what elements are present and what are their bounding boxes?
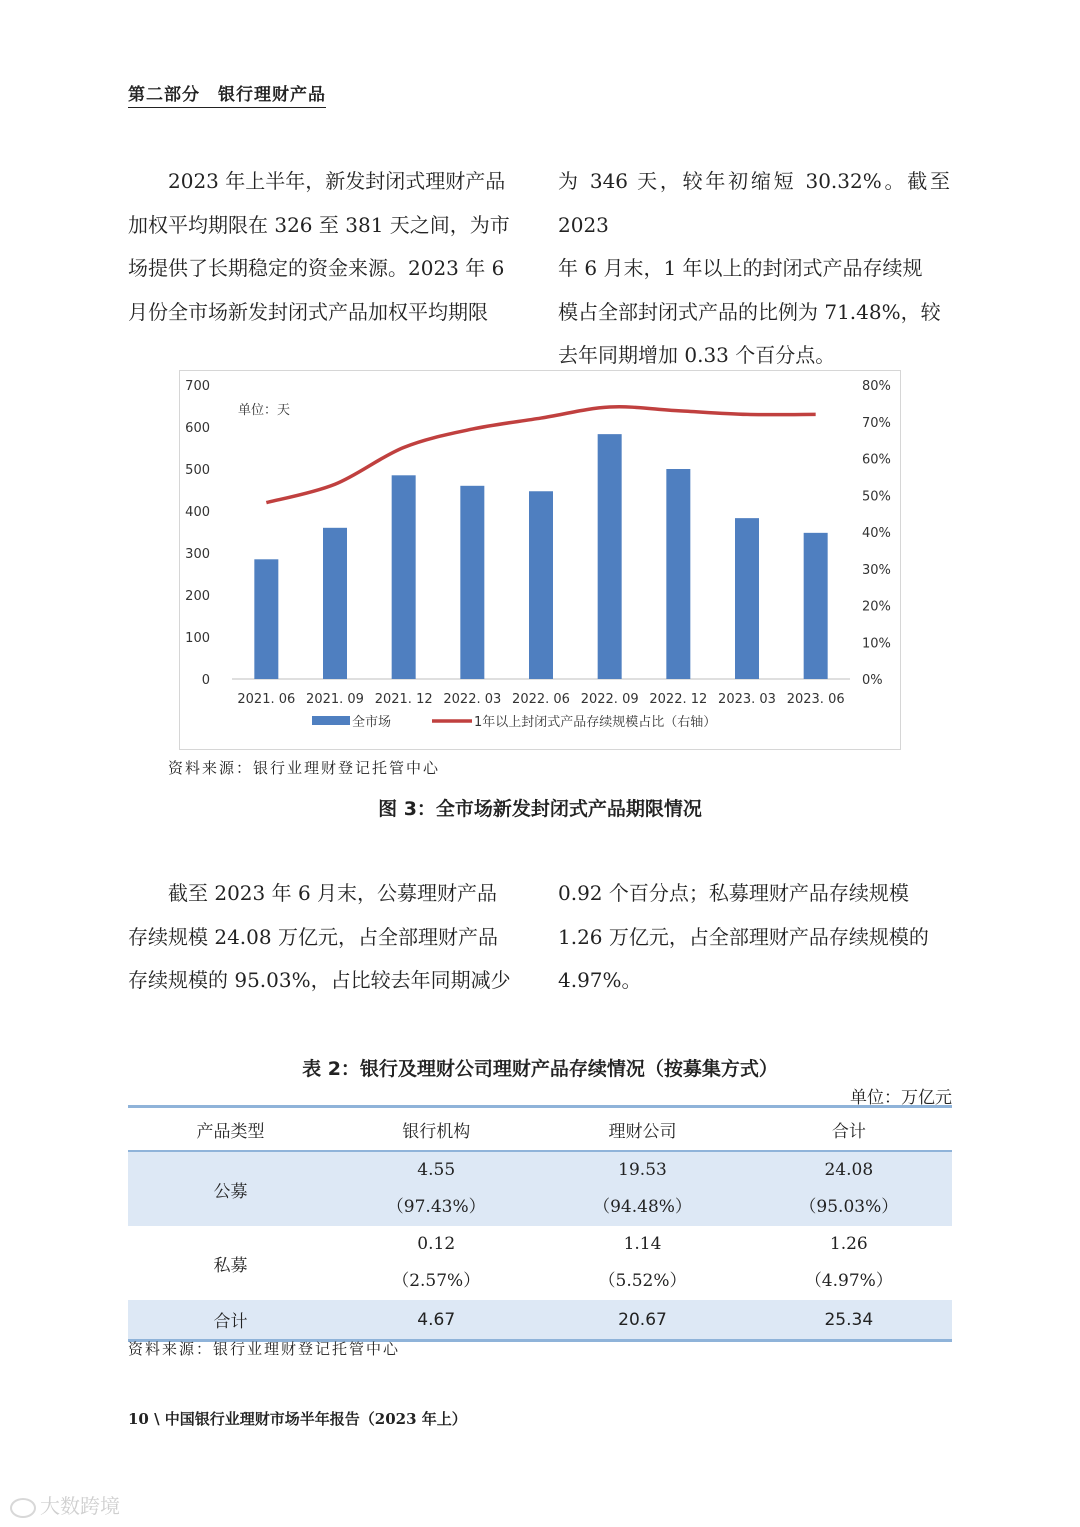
table-source-note: 资料来源：银行业理财登记托管中心 (128, 1340, 401, 1358)
text-line: 年 6 月末，1 年以上的封闭式产品存续规 (558, 256, 923, 280)
section-header: 第二部分 银行理财产品 (128, 80, 326, 108)
right-axis-tick-label: 80% (862, 379, 891, 394)
text-line: 存续规模的 95.03%，占比较去年同期减少 (128, 968, 511, 992)
right-axis-tick-label: 10% (862, 636, 891, 652)
left-axis-tick-label: 300 (185, 547, 210, 562)
table-row-public (128, 1151, 952, 1226)
text-line: 为 346 天，较年初缩短 30.32%。截至 2023 (558, 169, 950, 237)
table-cell (746, 1151, 952, 1226)
text-line: 月份全市场新发封闭式产品加权平均期限 (128, 299, 488, 324)
chart-unit-label: 单位：天 (238, 403, 291, 418)
table-cell (333, 1151, 539, 1226)
bar-2022.06 (529, 491, 553, 679)
right-axis-tick-label: 40% (862, 526, 891, 541)
bar-2021.09 (323, 528, 347, 679)
product-scale-table (128, 1105, 952, 1342)
bar-2022.09 (598, 434, 622, 679)
ratio-line-series (266, 407, 815, 503)
left-axis-tick-label: 600 (185, 421, 210, 436)
table-cell: 20.67 (618, 1309, 667, 1330)
text-line: 去年同期增加 0.33 个百分点。 (558, 343, 836, 367)
cell-percent: （94.48%） (593, 1197, 692, 1217)
chart-source-note: 资料来源：银行业理财登记托管中心 (168, 759, 441, 777)
cell-percent: （95.03%） (799, 1197, 899, 1217)
table-cell (539, 1151, 745, 1226)
text-line: 4.97%。 (558, 968, 642, 992)
cell-value: 24.08 (824, 1160, 874, 1180)
legend-bar-swatch (312, 716, 350, 725)
bar-2023.06 (804, 533, 828, 679)
left-axis-tick-label: 500 (185, 463, 210, 478)
watermark-logo-icon (10, 1498, 36, 1518)
table-cell: 25.34 (824, 1309, 874, 1330)
page-footer: 10 \ 中国银行业理财市场半年报告（2023 年上） (128, 1410, 467, 1428)
table-cell (539, 1226, 745, 1300)
left-axis-tick-label: 200 (185, 589, 210, 604)
table-cell: 4.67 (417, 1309, 456, 1330)
header-product-type: 产品类型 (196, 1121, 265, 1142)
paragraph2-right-column (558, 872, 950, 1003)
x-axis-tick-label: 2021. 12 (374, 692, 433, 707)
row-category: 公募 (213, 1181, 248, 1202)
header-wealth-company: 理财公司 (608, 1121, 677, 1142)
legend-bar-label: 全市场 (352, 715, 392, 730)
right-axis-tick-label: 60% (862, 452, 891, 468)
table-cell (333, 1226, 539, 1300)
x-axis-tick-label: 2022. 03 (443, 692, 502, 707)
header-bank: 银行机构 (402, 1121, 471, 1142)
cell-value: 0.12 (417, 1234, 456, 1254)
right-axis-tick-label: 30% (862, 562, 891, 578)
text-line: 0.92 个百分点；私募理财产品存续规模 (558, 881, 909, 905)
header-total: 合计 (831, 1121, 866, 1142)
x-axis-tick-label: 2023. 03 (718, 692, 776, 707)
cell-value: 1.26 (829, 1234, 868, 1254)
text-line: 模占全部封闭式产品的比例为 71.48%，较 (558, 299, 941, 324)
row-category: 私募 (213, 1255, 248, 1276)
x-axis-tick-label: 2021. 06 (237, 692, 296, 707)
bar-2023.03 (735, 518, 759, 679)
row-category: 合计 (213, 1312, 248, 1332)
table-header-row (128, 1107, 952, 1152)
cell-percent: （2.57%） (392, 1271, 481, 1291)
text-line: 1.26 万亿元，占全部理财产品存续规模的 (558, 924, 929, 949)
x-axis-tick-label: 2021. 09 (306, 692, 364, 707)
x-axis-tick-label: 2022. 09 (580, 692, 639, 707)
x-axis-tick-label: 2022. 06 (512, 692, 570, 707)
paragraph1-right-column (558, 160, 950, 378)
right-axis-tick-label: 0% (862, 673, 883, 688)
table-cell (746, 1226, 952, 1300)
text-line: 加权平均期限在 326 至 381 天之间，为市 (128, 212, 510, 237)
table-title: 表 2：银行及理财公司理财产品存续情况（按募集方式） (302, 1058, 778, 1080)
paragraph2-left-column (128, 872, 520, 1003)
left-axis-tick-label: 0 (201, 673, 210, 688)
paragraph1-left-column (128, 160, 520, 334)
bar-2022.12 (666, 469, 690, 679)
cell-percent: （4.97%） (804, 1271, 893, 1291)
cell-percent: （97.43%） (386, 1197, 486, 1217)
text-line: 截至 2023 年 6 月末，公募理财产品 (168, 881, 498, 905)
bar-2021.12 (392, 475, 416, 679)
cell-value: 4.55 (417, 1160, 456, 1180)
right-axis-tick-label: 50% (862, 489, 891, 505)
combo-chart (180, 371, 900, 749)
figure-caption: 图 3：全市场新发封闭式产品期限情况 (378, 798, 702, 820)
table-row-private (128, 1226, 952, 1300)
x-axis-tick-label: 2023. 06 (786, 692, 845, 707)
text-line: 2023 年上半年，新发封闭式理财产品 (168, 169, 506, 193)
bar-2022.03 (460, 486, 484, 679)
table-row-total (128, 1300, 952, 1341)
right-axis-tick-label: 70% (862, 415, 891, 431)
x-axis-tick-label: 2022. 12 (649, 692, 708, 707)
legend-line-label: 1年以上封闭式产品存续规模占比（右轴） (474, 715, 717, 730)
left-axis-tick-label: 400 (185, 505, 210, 520)
bar-2021.06 (254, 559, 278, 679)
watermark (10, 1490, 120, 1519)
cell-value: 1.14 (623, 1234, 662, 1254)
text-line: 场提供了长期稳定的资金来源。2023 年 6 (128, 256, 505, 280)
left-axis-tick-label: 100 (185, 631, 210, 646)
cell-value: 19.53 (618, 1160, 667, 1180)
table-unit: 单位：万亿元 (850, 1088, 952, 1108)
cell-percent: （5.52%） (598, 1271, 687, 1291)
combo-chart-frame (179, 370, 901, 750)
text-line: 存续规模 24.08 万亿元，占全部理财产品 (128, 924, 498, 949)
right-axis-tick-label: 20% (862, 599, 891, 615)
left-axis-tick-label: 700 (185, 379, 210, 394)
watermark-text: 大数跨境 (40, 1494, 120, 1518)
